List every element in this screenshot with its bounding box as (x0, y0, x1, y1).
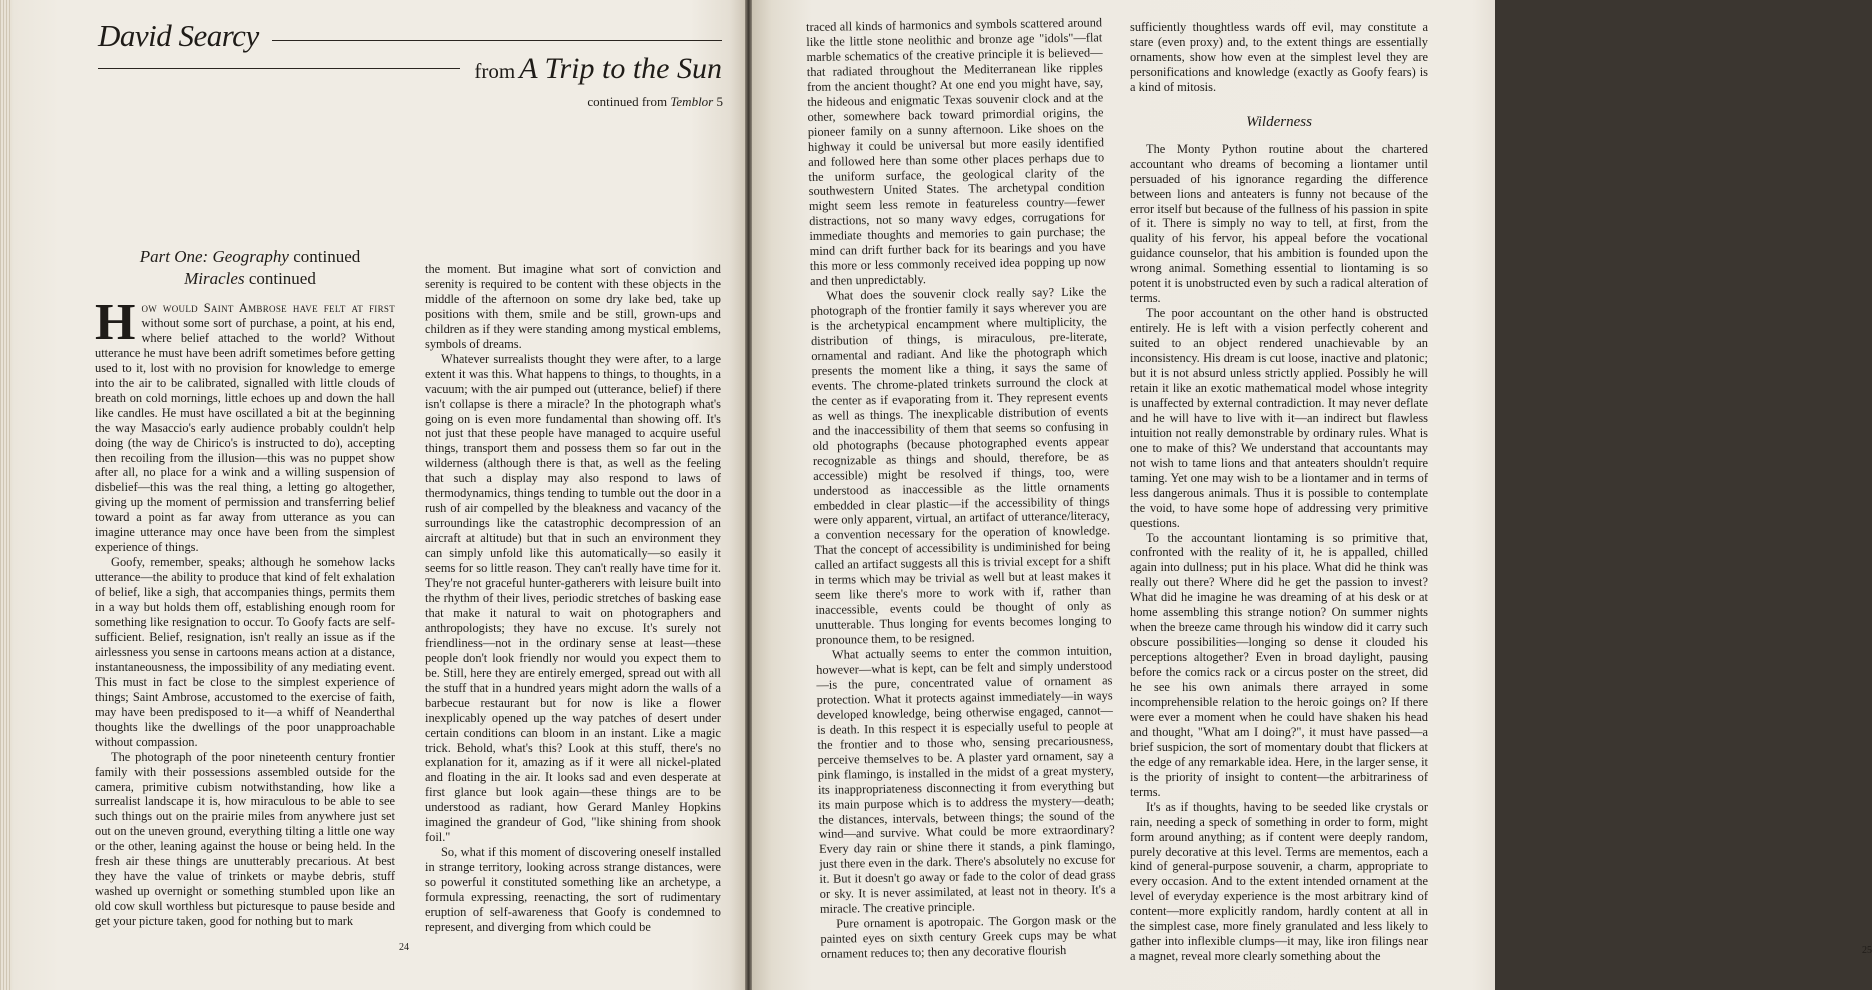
section-title: Miracles (184, 269, 245, 288)
text-column-4 (1130, 20, 1428, 964)
book-gutter (745, 0, 752, 990)
continued-source: Temblor (670, 94, 714, 109)
paragraph: The Monty Python routine about the chartered accountant who dreams of becoming a liontamer until persuaded of his ignorance regarding the difference between lions and anteaters is funny not because of the error itself but because of the fullness of his passion in spite of it. There is simply no way to tell, at first, from the quality of his fervor, his appeal before the vocational guidance counselor, that his ambition is founded upon the wrong animal. Something essential to liontaming is so potent it is unobstructed even by such a radical alteration of terms. (1130, 141, 1428, 306)
paragraph: traced all kinds of harmonics and symbols scattered around like the little stone neolithic and bronze age "idols"—flat marble schematics of the creative principle it is believed—that radiated throughout the Mediterranean like ripples from the ancient thought? At one end you might have, say, the hideous and enigmatic Texas souvenir clock and at the other, somewhere back toward primordial origins, the pioneer family on a sunny afternoon. Like shoes on the highway it could be universal but more easily identified and followed here than some other places perhaps due to the uniform surface, the geological clarity of the southwestern United States. The archetypal condition might seem less remote in featureless country—fewer distractions, not so many wavy edges, corrugations for immediate thoughts and memories to gain purchase; the mind can drift further back for its bearings and you have this more or less commonly received idea popping up now and then unpredictably. (806, 15, 1106, 289)
paragraph: the moment. But imagine what sort of conviction and serenity is required to be content with these objects in the middle of the afternoon on some dry lake bed, take up positions with them, smile and be still, grown-ups and children as if they were standing among mystical emblems, symbols of dreams. (425, 262, 721, 351)
text-column-3 (806, 15, 1117, 962)
text-column-2 (425, 262, 721, 935)
paragraph: sufficiently thoughtless wards off evil, may constitute a stare (even proxy) and, to the extent things are essentially ornaments, show how even at the simplest level they are personifications and knowledge (exactly as Goofy fears) is a kind of mitosis. (1130, 20, 1428, 94)
paragraph: To the accountant liontaming is so primitive that, confronted with the reality of it, he is appalled, chilled again into dullness; put in his place. What did he think was really out there? Where did he get the passion to invest? What did he imagine he was dreaming of at his desk or at home assembling this strange notion? On summer nights when the breeze came through his window did it carry such obscure possibilities—longing so dense it clouded his perceptions altogether? Even in broad daylight, pausing before the comics rack or a circus poster on the street, did he see his own animals there arrayed in some incomprehensible relation to the heroic goings on? If there were ever a moment when he could have shaken his head and thought, "What am I doing?", it must have passed—a brief suspicion, the sort of momentary doubt that flickers at the edge of any remarkable idea. Here, in the larger sense, it is the priority of insight to content—the arbitrariness of terms. (1130, 530, 1428, 799)
section-suffix: continued (248, 269, 316, 288)
title-prefix: from (474, 59, 516, 83)
paragraph: The poor accountant on the other hand is obstructed entirely. He is left with a vision perfectly coherent and suited to an object rendered unachievable by an inconsistency. His dream is cut loose, inactive and platonic; but it is not absurd unless strictly applied. Possibly he will retain it like an exotic mathematical model whose integrity is unaffected by external contradiction. It may never deflate and he will have to live with it—an indirect but flawless intuition not really demonstrable by ordinary rules. What is one to make of this? We understand that accountants may not wish to tame lions and that anteaters shouldn't require taming. Yet one may wish to be a liontamer and in terms of less dangerous animals. Thus it is possible to contemplate the void, to have some hope of addressing very primitive questions. (1130, 306, 1428, 530)
header-rule-top (272, 40, 722, 41)
section-heading: Wilderness (1246, 113, 1312, 130)
lead-in-smallcaps: ow would Saint Ambrose have felt at first (141, 301, 395, 315)
paragraph: Pure ornament is apotropaic. The Gorgon mask or the painted eyes on sixth century Greek cups may be what ornament reduces to; then any decorative flourish (820, 912, 1117, 961)
author-name: David Searcy (98, 18, 259, 53)
paragraph: Whatever surrealists thought they were after, to a large extent it was this. What happens to things, to thoughts, in a vacuum; with the air pumped out (utterance, belief) if there isn't collapse is there a miracle? In the photograph what's going on is even more fundamental than showing off. It's not just that these people have managed to acquire useful things, transport them and possess them so far out in the wilderness (although there is that, as well as the feeling that such a display may also respond to laws of thermodynamics, things tending to tumble out the door in a rush of air compelled by the bleakness and vacancy of the surroundings like the catastrophic decompression of an aircraft at altitude) but that in such an environment they can simply unfold like this automatically—so easily it seems for so little reason. They can't really have time for it. They're not graceful hunter-gatherers with leisure built into the rhythm of their lives, periodic stretches of basking ease that make it natural to wait on photographers and anthropologists; they have no excuse. It's surely not friendliness—not in the ordinary sense at least—these people don't look friendly nor would you expect them to be. Still, here they are entirely emerged, spread out with all the stuff that in a hundred years might adorn the walls of a barbecue restaurant but for now is like a flower inexplicably opened up the way patches of desert under certain conditions can bloom in an instant. Like a magic trick. Behold, what's this? Look at this stuff, there's no explanation for it, amazing as if it were all nickel-plated and floating in the air. It looks sad and even desperate at first glance but look again—these things are to be understood as radiant, how Gerard Manley Hopkins imagined the grandeur of God, "like shining from shook foil." (425, 351, 721, 845)
paragraph: What does the souvenir clock really say? Like the photograph of the frontier family it says wherever you are is the archetypical encampment where multiplicity, the distribution of things, is miraculous, pre-literate, ornamental and radiant. And like the photograph which presents the moment like a thing, it says the same of events. The chrome-plated trinkets surround the clock at the center as if evaporating from it. They represent events as well as things. The inexplicable distribution of events and the inaccessibility of them that seems so confusing in old photographs (because photographed events appear recognizable as things and should, therefore, be as accessible) might be resolved if things, too, were understood as inaccessible as the little ornaments embedded in clear plastic—if the accessibility of things were only apparent, virtual, an artifact of utterance/literacy, a convention necessary for the operation of knowledge. That the concept of accessibility is undiminished for being called an artifact suggests all this is trivial except for a shift in terms which may be trivial as well but at least makes it seem like there's more to work with if, rather than inaccessible, events could be thought of only as unutterable. Thus longing for events becomes longing to pronounce them, to be resigned. (810, 284, 1112, 648)
page-number-left: 24 (399, 942, 409, 953)
paragraph: What actually seems to enter the common intuition, however—what is kept, can be felt and simply understood—is the pure, concentrated value of ornament as protection. What it protects against immediately—in ways developed knowledge, being otherwise engaged, cannot—is death. In this respect it is especially useful to people at the frontier and to those who, sensing precariousness, perceive themselves to be. A plaster yard ornament, say a pink flamingo, is installed in the midst of a great mystery, its inappropriateness disconnecting it from everything but its main purpose which is to address the mystery—death; the distances, intervals, between things; the sound of the wind—and survive. What could be more extraordinary? Every day rain or shine there it stands, a pink flamingo, just there even in the dark. There's absolutely no excuse for it. But it doesn't go away or fade to the color of dead grass or sky. It is never assimilated, at least not in theory. It's a miracle. The creative principle. (816, 643, 1116, 917)
part-heading (95, 246, 405, 290)
title-text: A Trip to the Sun (519, 52, 722, 85)
continued-prefix: continued from (587, 94, 668, 109)
text-column-1 (95, 294, 395, 929)
page-number-right: 25 (1862, 945, 1872, 956)
left-page (0, 0, 745, 990)
paragraph: It's as if thoughts, having to be seeded like crystals or rain, needing a speck of something in order to form, might form around anything; as if content were deeply random, purely decorative at this level. Terms are mementos, each a kind of general-purpose souvenir, a charm, appropriate to every occasion. And to the extent intended ornament at the level of everyday experience is the most arbitrary kind of content—more explicitly random, hardly content at all in the simplest case, more finely granulated and less likely to gather into inflexible clumps—it may, like iron filings near a magnet, reveal more clearly something about the (1130, 799, 1428, 964)
article-title (474, 52, 722, 86)
part-suffix: continued (293, 247, 361, 266)
paragraph: Goofy, remember, speaks; although he somehow lacks utterance—the ability to produce that kind of felt exhalation of belief, like a sigh, that accompanies things, permits them in a way but holds them off, establishing enough room for something like resignation to occur. To Goofy facts are self-sufficient. Belief, resignation, isn't really an issue as if the airlessness you sense in cartoons means action at a distance, instantaneousness, the impossibility of any mediating event. This must in fact be close to the simplest experience of things; Saint Ambrose, accustomed to the exercise of faith, may have been predisposed to it—a whiff of Neanderthal thoughts like the dwellings of the poor unapproachable without compassion. (95, 555, 395, 749)
paragraph: So, what if this moment of discovering oneself installed in strange territory, looking across strange distances, were so powerful it constituted something like an archetype, a formula expressing, reenacting, the sort of rudimentary eruption of self-awareness that Goofy is condemned to represent, and diverging from which could be (425, 845, 721, 934)
page-edges (0, 0, 12, 990)
continued-issue: 5 (716, 94, 723, 109)
paragraph: The photograph of the poor nineteenth century frontier family with their possessions assembled outside for the camera, primitive cubism notwithstanding, how like a surrealist landscape it is, how miraculous to be able to see such things out on the prairie miles from anywhere just set out on the uneven ground, everything tilting a little one way or the other, leaning against the house or being held. In the fresh air these things are unutterably precarious. At best they have the value of trinkets or maybe debris, stuff washed up overnight or something stumbled upon like an old cow skull worthless but picturesque to pause beside and get your picture taken, good for nothing but to mark (95, 749, 395, 929)
header-rule-bottom (98, 68, 460, 69)
paragraph (95, 294, 395, 555)
part-title: Part One: Geography (139, 247, 289, 266)
drop-cap: H (95, 294, 136, 351)
paragraph-text: without some sort of purchase, a point, at his end, where belief attached to the world? Without utterance he must have been adrift sometimes before getting used to it, lost with no provision for knowledge to emerge into the air to be calibrated, signalled with little clouds of breath on cold mornings, little echoes up and down the hall like candles. He must have oscillated a bit at the beginning the way Masaccio's early audience probably couldn't help doing (the way de Chirico's is instructed to do), accepting then recoiling from the illusion—this was no puppet show after all, no place for a wink and a willing suspension of disbelief—this was the real thing, a letting go altogether, giving up the moment of permission and transferring belief toward a point as far away from utterance as you can imagine utterance may once have been from the simplest experience of things. (95, 315, 395, 555)
continued-from-note (587, 94, 723, 110)
